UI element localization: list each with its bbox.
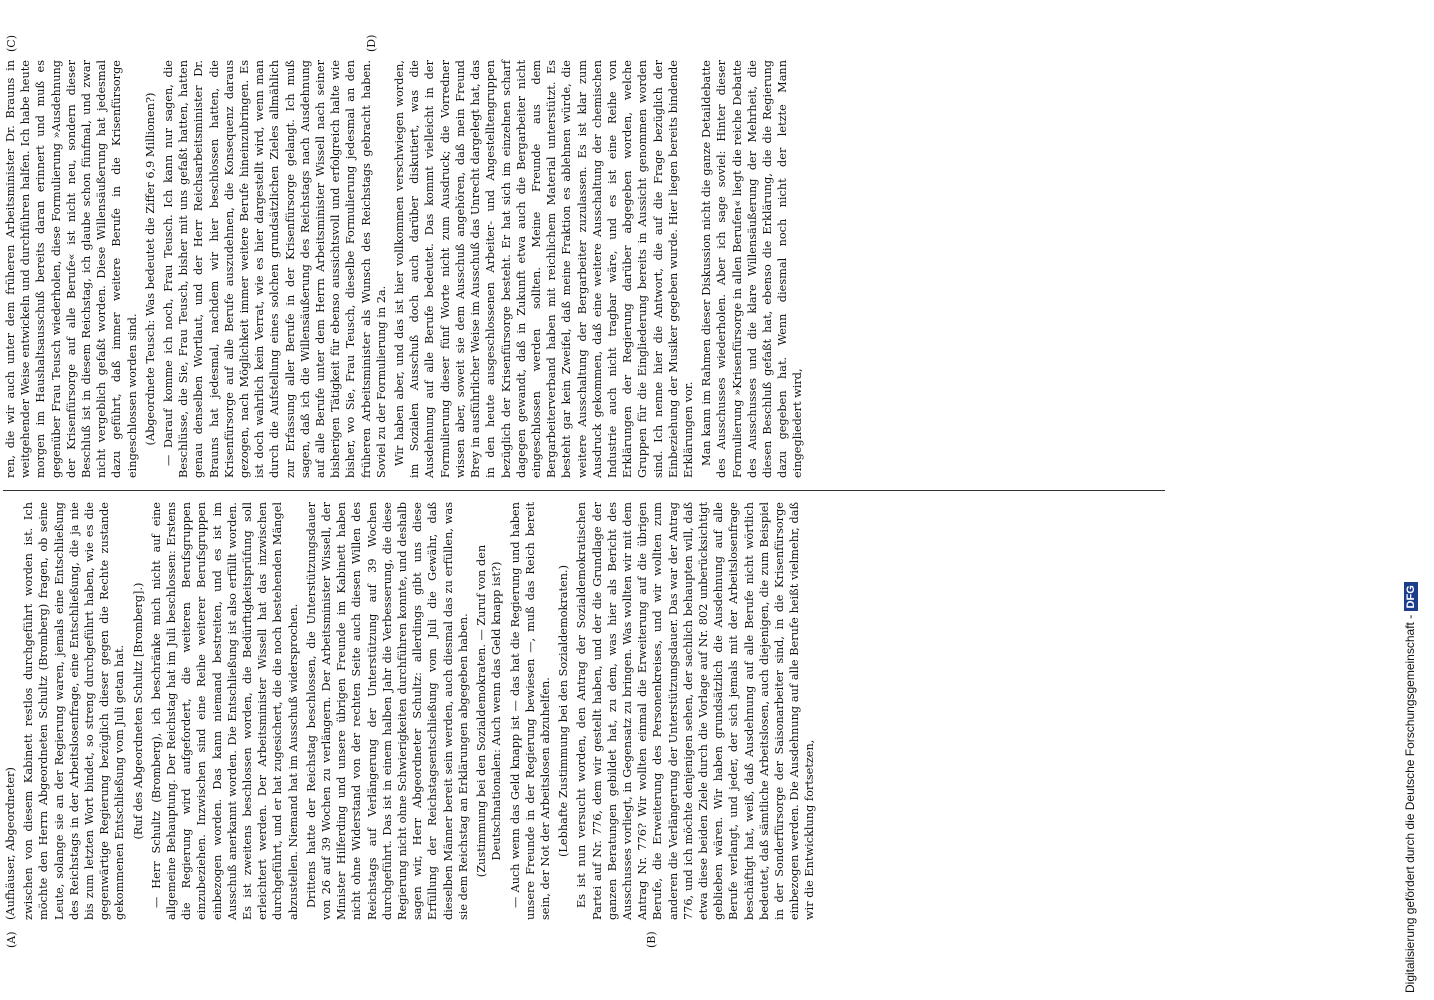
paragraph: (Aufhäuser, Abgeordneter) — [4, 767, 17, 920]
paragraph: Man kann im Rahmen dieser Diskussion nicht die ganze Detaildebatte des Ausschusses wiederholen. Aber ich sage soviel: Hinter dieser Formulierung »Krisenfürsorge in allen Berufen« liegt die reiche Debatte des Ausschusses und die klare Willensäußerung der Mehrheit, die diesen Beschluß gefaßt hat, ebenso die Erklärung, die die Regierung dazu gegeben hat. Wenn diesmal noch nicht der letzte Mann eingegliedert wird, — [700, 60, 805, 478]
rotated-page — [0, 34, 1165, 948]
margin-marker-d: (D) — [365, 34, 378, 52]
interjection: (Lebhafte Zustimmung bei den Sozialdemokraten.) — [557, 565, 571, 857]
margin-marker-c: (C) — [5, 35, 18, 52]
margin-marker-a: (A) — [5, 931, 18, 948]
paragraph: Drittens hatte der Reichstag beschlossen, die Unterstützungsdauer von 26 auf 39 Wochen zu verlängern. Der Arbeitsminister Wissell, der Minister Hilferding und unsere übrigen Freunde im Kabinett haben nicht ohne Widerstand von der rechten Seite auch diesen Willen des Reichstags auf Verlängerung der Unterstützung auf 39 Wochen durchgeführt. Das ist in einem halben Jahr die Verbesserung, die diese Regierung nicht ohne Schwierigkeiten durchführen konnte, und deshalb sagen wir, Herr Abgeordneter Schultz: allerdings gibt uns diese Erfüllung der Reichstagsentschließung vom Juli die Gewähr, daß dieselben Männer bereit sein werden, auch diesmal das zu erfüllen, was sie dem Reichstag an Erklärungen abgegeben haben. — [304, 502, 470, 920]
interjection: (Zustimmung bei den Sozialdemokraten. — Zuruf von den Deutschnationalen: Auch wenn das Geld knapp ist?) — [475, 544, 504, 878]
column-divider — [3, 490, 1165, 491]
interjection: (Abgeordnete Teusch: Was bedeutet die Ziffer 6,9 Millionen?) — [143, 92, 157, 446]
dfg-logo: DFG — [1404, 582, 1418, 611]
interjection: (Ruf des Abgeordneten Schultz [Bromberg].) — [131, 582, 145, 840]
paragraph: zwischen von diesem Kabinett restlos durchgeführt worden ist. Ich möchte den Herrn Abgeordneten Schultz (Bromberg) fragen, ob seine Leute, solange sie an der Regierung waren, jemals eine Entschließung des Reichstags in der Arbeitslosenfrage, eine Entschließung, die ja nie bis zum letzten Wort bindet, so streng durchgeführt haben, wie es die gegenwärtige Regierung bezüglich dieser gegen die Rechte zustande gekommenen Entschließung vom Juli getan hat. — [22, 502, 127, 920]
watermark-text: Digitalisierung gefördert durch die Deutsche Forschungsgemeinschaft - — [1403, 614, 1417, 993]
margin-marker-b: (B) — [645, 931, 658, 948]
paragraph: ren, die wir auch unter dem früheren Arbeitsminister Dr. Brauns in weitgehender Weise entwickeln und durchführen halfen. Ich habe heute morgen im Haushaltsausschuß bereits daran erinnert und muß es gegenüber Frau Teusch wiederholen, diese Formulierung »Ausdehnung der Krisenfürsorge auf alle Berufe« ist nicht neu, sondern dieser Beschluß ist in diesem Reichstag, ich glaube schon fünfmal, und zwar nicht vergeblich gefaßt worden. Diese Willensäußerung hat jedesmal dazu geführt, daß immer weitere Berufe in die Krisenfürsorge eingeschlossen worden sind. — [4, 60, 139, 478]
digitization-watermark — [1398, 8, 1422, 993]
text-column-left — [3, 502, 821, 920]
paragraph: Es ist nun versucht worden, den Antrag der Sozialdemokratischen Partei auf Nr. 776, dem wir gestellt haben, und der die Grundlage der ganzen Beratungen gebildet hat, zu dem, was hier als Bericht des Ausschusses vorliegt, in Gegensatz zu bringen. Was wollten wir mit dem Antrag Nr. 776? Wir wollten einmal die Erweiterung auf die übrigen Berufe, die Erweiterung des Personenkreises, und wir wollten zum anderen die Verlängerung der Unterstützungsdauer. Das war der Antrag 776, und ich möchte denjenigen sehen, der sachlich behaupten will, daß etwa diese beiden Ziele durch die Vorlage auf Nr. 802 unberücksichtigt geblieben wären. Wir haben grundsätzlich die Ausdehnung auf alle Berufe verlangt, und jeder, der sich jemals mit der Arbeitslosenfrage beschäftigt hat, weiß, daß Ausdehnung auf alle Berufe nicht wörtlich bedeutet, daß sämtliche Arbeitslosen, auch diejenigen, die zum Beispiel in der Sonderfürsorge der Saisonarbeiter sind, in die Krisenfürsorge einbezogen werden. Die Ausdehnung auf alle Berufe heißt vielmehr, daß wir die Entwicklung fortsetzen, — [575, 502, 817, 920]
paragraph: — Herr Schultz (Bromberg), ich beschränke mich nicht auf eine allgemeine Behauptung. Der Reichstag hat im Juli beschlossen: Erstens die Regierung wird aufgefordert, die weiteren Berufsgruppen einzubeziehen. Inzwischen sind eine Reihe weiterer Berufsgruppen einbezogen worden. Das kann niemand bestreiten, und es ist im Ausschuß anerkannt worden. Die Entschließung ist also erfüllt worden. Es ist zweitens beschlossen worden, die Bedürftigkeitsprüfung soll erleichtert werden. Der Arbeitsminister Wissell hat das inzwischen durchgeführt, und er hat zugesichert, die die noch bestehenden Mängel abzustellen. Niemand hat im Ausschuß widersprochen. — [149, 502, 300, 920]
paragraph: — Darauf komme ich noch, Frau Teusch. Ich kann nur sagen, die Beschlüsse, die Sie, Frau Teusch, bisher mit uns gefaßt hatten, hatten genau denselben Wortlaut, und der Herr Reichsarbeitsminister Dr. Brauns hat jedesmal, nachdem wir hier beschlossen hatten, die Krisenfürsorge auf alle Berufe auszudehnen, die Konsequenz daraus gezogen, nach Möglichkeit immer weitere Berufe hineinzubringen. Es ist doch wahrlich kein Verrat, wie es hier dargestellt wird, wenn man durch die Aufstellung eines solchen grundsätzlichen Zieles allmählich zur Erfassung aller Berufe in der Krisenfürsorge gelangt. Ich muß sagen, daß ich die Willensäußerung des Reichstags nach Ausdehnung auf alle Berufe unter dem Herrn Arbeitsminister Wissell nach seiner bisherigen Tätigkeit für ebenso aussichtsvoll und erfolgreich halte wie bisher, wo Sie, Frau Teusch, dieselbe Formulierung jedesmal an den früheren Arbeitsminister als Wunsch des Reichstags gebracht haben. Soviel zu der Formulierung in 2a. — [162, 60, 388, 478]
text-column-right — [3, 60, 809, 478]
paragraph: — Auch wenn das Geld knapp ist — das hat die Regierung und haben unsere Freunde in der Regierung bewiesen —, muß das Reich bereit sein, der Not der Arbeitslosen abzuhelfen. — [508, 502, 552, 920]
paragraph: Wir haben aber, und das ist hier vollkommen verschwiegen worden, im Sozialen Ausschuß doch auch darüber diskutiert, was die Ausdehnung auf alle Berufe bedeutet. Das kommt vielleicht in der Formulierung dieser fünf Worte nicht zum Ausdruck; die Vorredner wissen aber, soweit sie dem Ausschuß angehören, daß mein Freund Brey in ausführlicher Weise im Ausschuß das Unrecht dargelegt hat, das in den heute ausgeschlossenen Arbeiter- und Angestelltengruppen bezüglich der Krisenfürsorge besteht. Er hat sich im einzelnen scharf dagegen gewandt, daß in Zukunft etwa auch die Bergarbeiter nicht eingeschlossen werden sollten. Meine Freunde aus dem Bergarbeiterverband haben mit reichlichem Material unterstützt. Es besteht gar kein Zweifel, daß meine Fraktion es ablehnen würde, die weitere Ausschaltung der Bergarbeiter zuzulassen. Es ist klar zum Ausdruck gekommen, daß eine weitere Ausschaltung der chemischen Industrie auch nicht tragbar wäre, und es ist eine Reihe von Erklärungen der Regierung darüber abgegeben worden, welche Gruppen für die Eingliederung bereits in Aussicht genommen worden sind. Ich nenne hier die Antwort, die auf die Frage bezüglich der Einbeziehung der Musiker gegeben wurde. Hier liegen bereits bindende Erklärungen vor. — [393, 60, 695, 478]
